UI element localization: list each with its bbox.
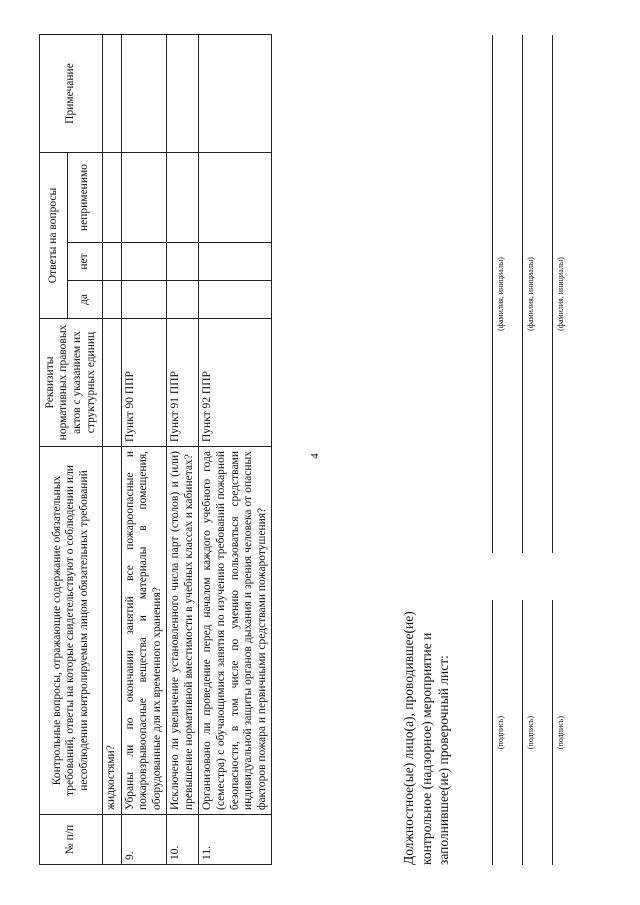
name-caption: (фамилия, инициалы) (526, 257, 535, 331)
answer-yes-cell[interactable] (103, 281, 122, 319)
signature-caption: (подпись) (526, 715, 535, 750)
answer-no-cell[interactable] (167, 243, 199, 281)
row-num-cell (103, 815, 122, 865)
answer-no-cell[interactable] (103, 243, 122, 281)
row-question: Исключено ли увеличение установленного числа парт (столов) и (или) превышение нормативной вместимости в учебных классах и кабинетах? (167, 447, 199, 815)
answer-yes-cell[interactable] (167, 281, 199, 319)
header-num: № п/п (40, 815, 103, 865)
signature-block (400, 35, 580, 865)
signature-caption: (подпись) (556, 715, 565, 750)
signature-row (482, 35, 512, 865)
signature-line[interactable] (552, 600, 553, 865)
signature-line[interactable] (522, 600, 523, 865)
note-cell[interactable] (103, 35, 122, 153)
header-note: Примечание (40, 35, 103, 153)
landscape-content (5, 35, 585, 865)
answer-yes-cell[interactable] (199, 281, 272, 319)
signature-caption: (подпись) (496, 715, 505, 750)
header-requisites: Реквизиты нормативных правовых актов с указанием их структурных единиц (40, 319, 103, 447)
answer-no-cell[interactable] (121, 243, 167, 281)
answer-no-cell[interactable] (199, 243, 272, 281)
name-caption: (фамилия, инициалы) (556, 257, 565, 331)
header-not-applicable: неприменимо (68, 153, 103, 243)
answer-na-cell[interactable] (103, 153, 122, 243)
answer-na-cell[interactable] (121, 153, 167, 243)
answer-na-cell[interactable] (167, 153, 199, 243)
note-cell[interactable] (121, 35, 167, 153)
table-row (167, 35, 199, 865)
header-answers: Ответы на вопросы (40, 153, 68, 319)
row-question: Убраны ли по окончании занятий все пожароопасные и пожаровзрывоопасные вещества и материалы в помещения, оборудованные для их временного хранения? (121, 447, 167, 815)
answer-na-cell[interactable] (199, 153, 272, 243)
continuation-text: жидкостями? (103, 447, 122, 815)
row-requisite: Пункт 90 ППР (121, 319, 167, 447)
table-row (103, 35, 122, 865)
name-line[interactable] (492, 35, 493, 553)
name-line[interactable] (522, 35, 523, 553)
note-cell[interactable] (167, 35, 199, 153)
header-no: нет (68, 243, 103, 281)
row-requisite: Пункт 92 ППР (199, 319, 272, 447)
page-number: 4 (308, 453, 321, 459)
header-row (40, 35, 68, 865)
answer-yes-cell[interactable] (121, 281, 167, 319)
checklist-table (39, 34, 272, 865)
header-question: Контрольные вопросы, отражающие содержание обязательных требований, ответы на которые свидетельствуют о соблюдении или несоблюдении контролируемым лицом обязательных требований (40, 447, 103, 815)
row-requisite: Пункт 91 ППР (167, 319, 199, 447)
table-row (121, 35, 167, 865)
table-row (199, 35, 272, 865)
requisite-cell (103, 319, 122, 447)
row-num: 9. (121, 815, 167, 865)
signature-row (542, 35, 572, 865)
name-line[interactable] (552, 35, 553, 553)
row-num: 11. (199, 815, 272, 865)
header-yes: да (68, 281, 103, 319)
signature-title: Должностное(ые) лицо(а), проводившее(ие) контрольное (надзорное) мероприятие и заполнившее(ие) проверочный лист: (401, 611, 452, 865)
row-question: Организовано ли проведение перед началом каждого учебного года (семестра) с обучающимися занятия по изучению требований пожарной безопасности, в том числе по умению пользоваться средствами индивидуальной защиты органов дыхания и зрения человека от опасных факторов пожара и первичными средствами пожаротушения? (199, 447, 272, 815)
note-cell[interactable] (199, 35, 272, 153)
signature-row (512, 35, 542, 865)
name-caption: (фамилия, инициалы) (496, 257, 505, 331)
signature-line[interactable] (492, 600, 493, 865)
row-num: 10. (167, 815, 199, 865)
